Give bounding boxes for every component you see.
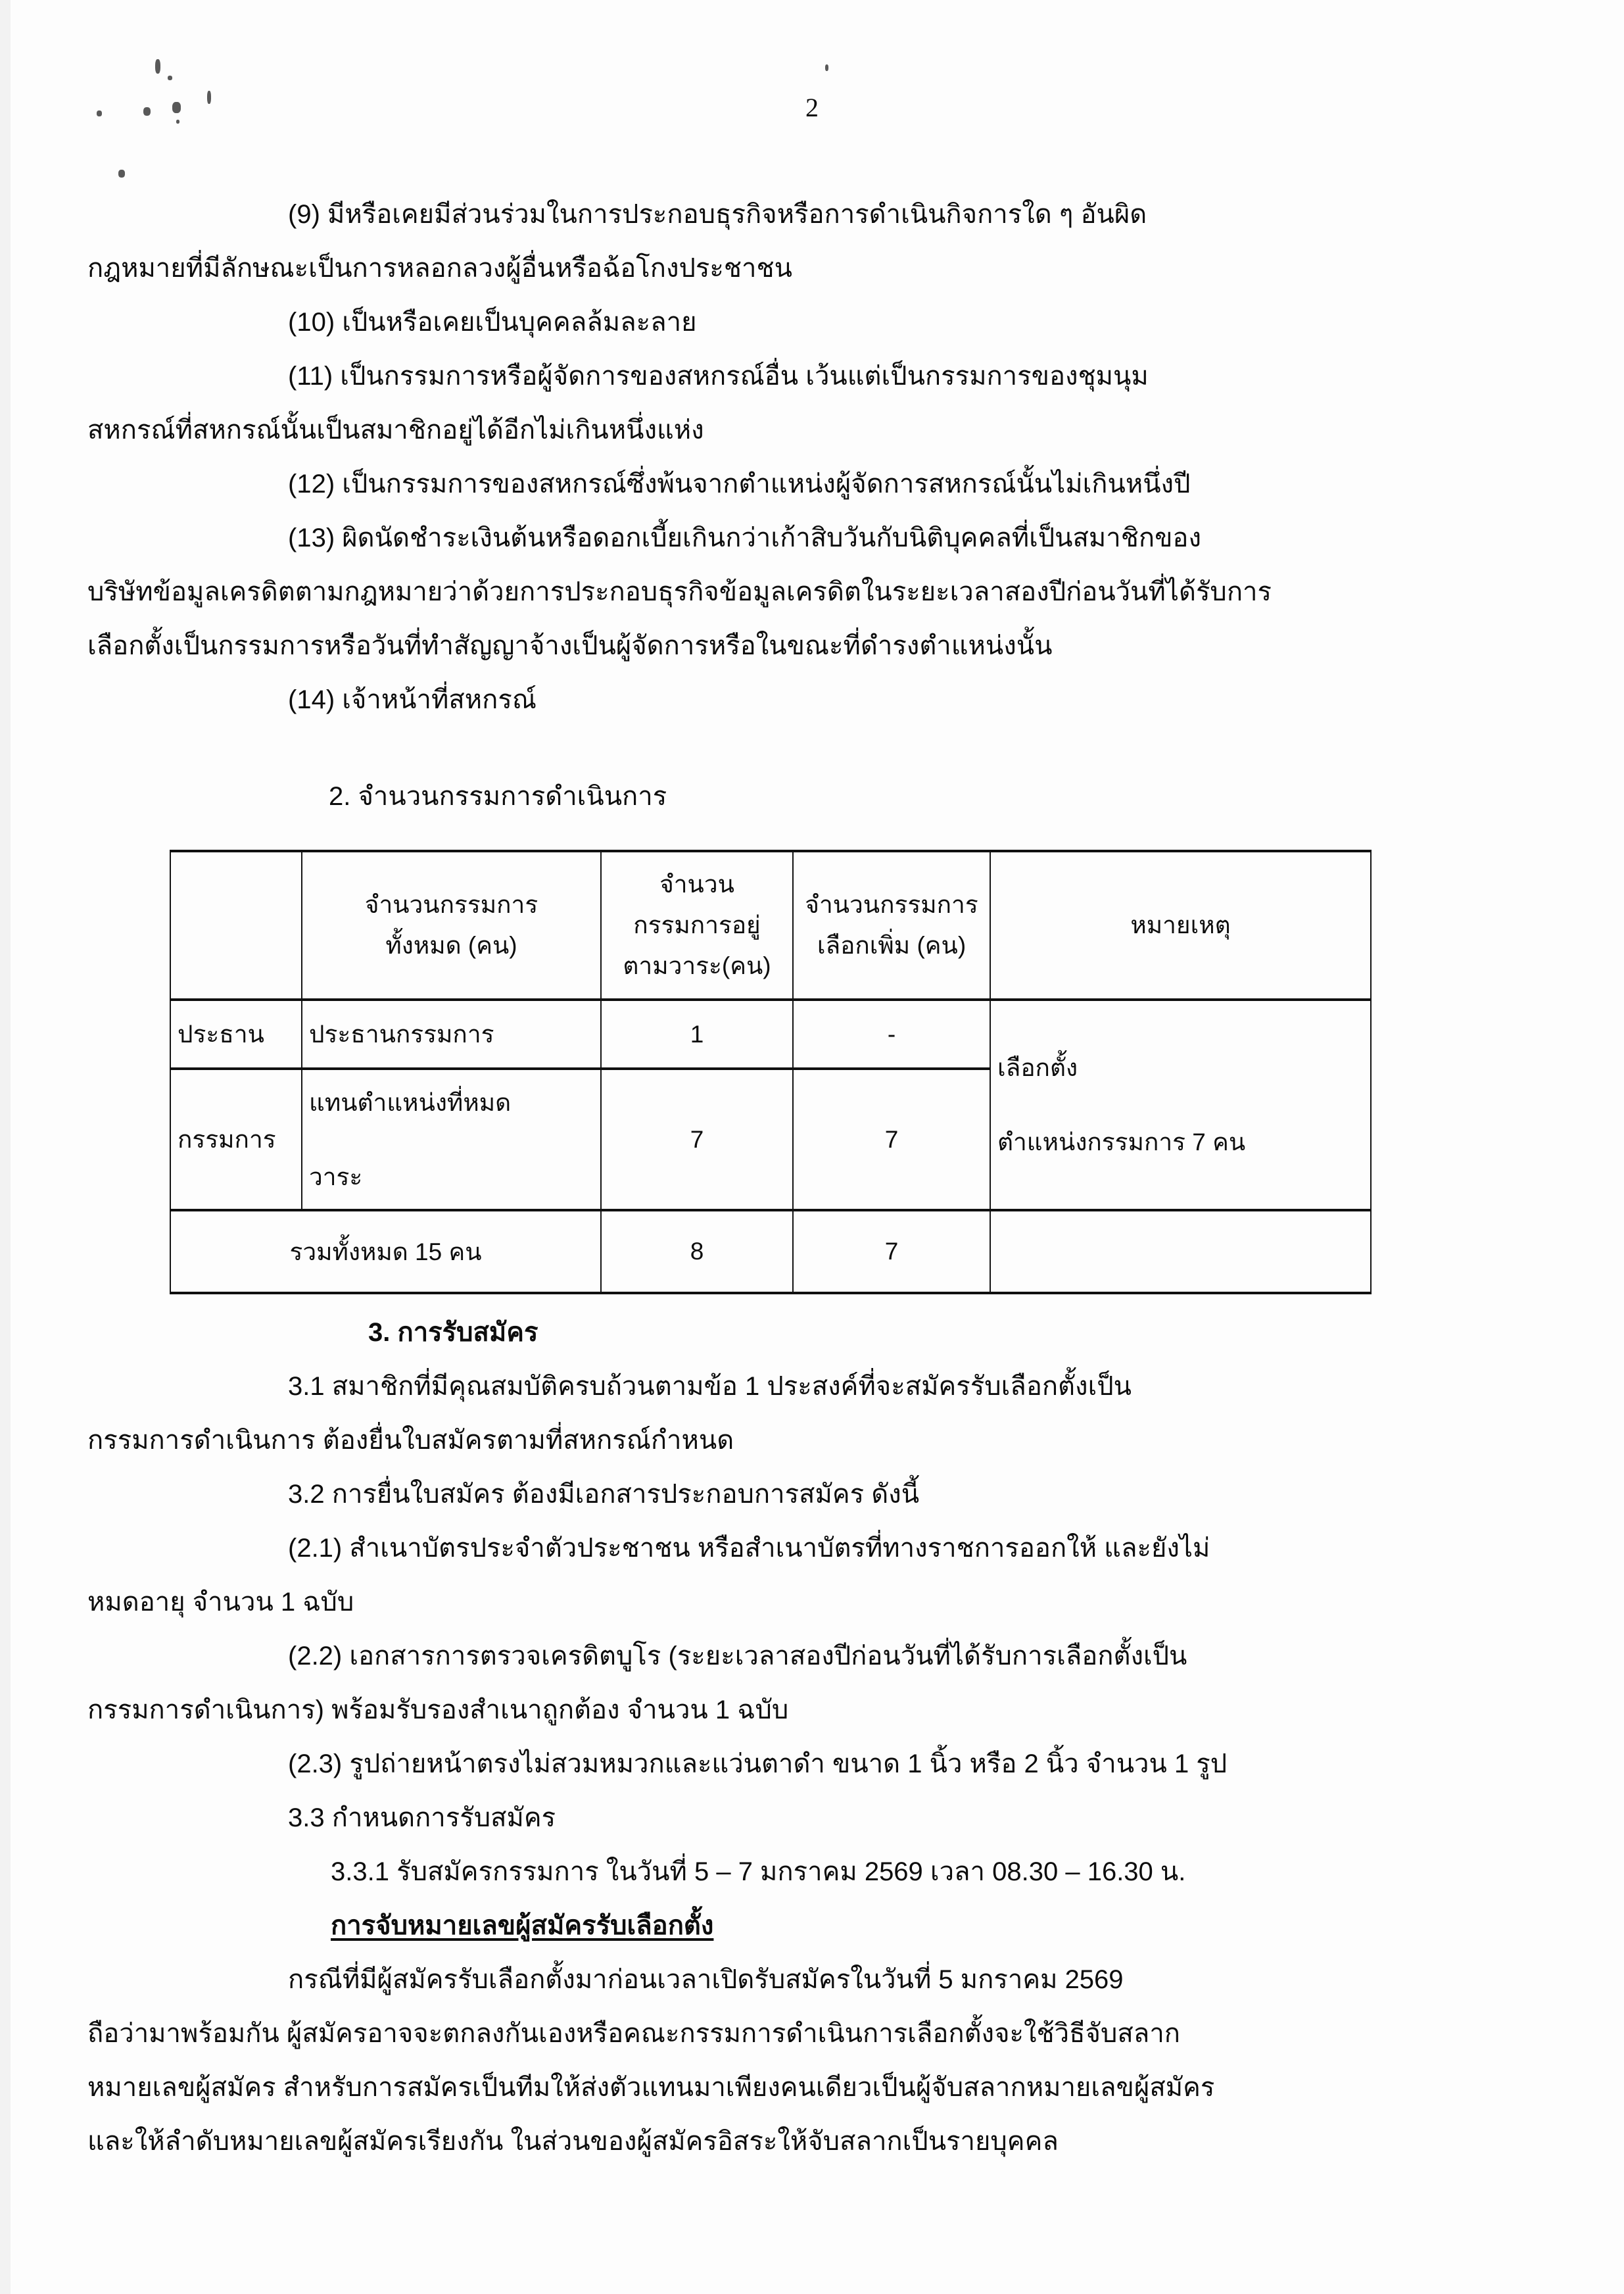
clause-13-line-1: (13) ผิดนัดชำระเงินต้นหรือดอกเบี้ยเกินกว่าเก้าสิบวันกับนิติบุคคลที่เป็นสมาชิกของ [288, 524, 1201, 552]
lottery-line-2: ถือว่ามาพร้อมกัน ผู้สมัครอาจจะตกลงกันเองหรือคณะกรรมการดำเนินการเลือกตั้งจะใช้วิธีจับสลาก [87, 2019, 1180, 2048]
item-2-2-line-1: (2.2) เอกสารการตรวจเครดิตบูโร (ระยะเวลาสองปีก่อนวันที่ได้รับการเลือกตั้งเป็น [288, 1642, 1187, 1671]
cell-additional-chairman: - [793, 1000, 990, 1069]
clause-9-line-1: (9) มีหรือเคยมีส่วนร่วมในการประกอบธุรกิจหรือการดำเนินกิจการใด ๆ อันผิด [288, 200, 1147, 229]
cell-additional-committee: 7 [793, 1069, 990, 1210]
note-line-2: ตำแหน่งกรรมการ 7 คน [997, 1129, 1246, 1156]
table-header-note: หมายเหตุ [990, 851, 1371, 1000]
page-number: 2 [805, 93, 819, 122]
scan-speck [168, 76, 172, 80]
clause-9-line-2: กฎหมายที่มีลักษณะเป็นการหลอกลวงผู้อื่นหรือฉ้อโกงประชาชน [87, 254, 792, 283]
header-line-3: ตามวาระ(คน) [623, 952, 771, 979]
cell-in-term-committee: 7 [601, 1069, 793, 1210]
cell-total-label: รวมทั้งหมด 15 คน [170, 1210, 601, 1293]
section-2-heading: 2. จำนวนกรรมการดำเนินการ [329, 782, 667, 811]
cell-position-chairman: ประธานกรรมการ [302, 1000, 601, 1069]
item-2-1-line-2: หมดอายุ จำนวน 1 ฉบับ [87, 1588, 354, 1617]
lottery-heading: การจับหมายเลขผู้สมัครรับเลือกตั้ง [331, 1911, 714, 1940]
section-3-items [87, 1359, 1379, 2168]
committee-count-table [170, 850, 1372, 1294]
clause-14-line-1: (14) เจ้าหน้าที่สหกรณ์ [288, 685, 537, 714]
item-2-1-line-1: (2.1) สำเนาบัตรประจำตัวประชาชน หรือสำเนาบัตรที่ทางราชการออกให้ และยังไม่ [288, 1534, 1210, 1563]
clause-list [87, 187, 1379, 727]
item-3-3-line-1: 3.3 กำหนดการรับสมัคร [288, 1803, 556, 1832]
position-line-2: วาระ [309, 1163, 363, 1190]
clause-10-line-1: (10) เป็นหรือเคยเป็นบุคคลล้มละลาย [288, 308, 697, 337]
item-3-2-line-1: 3.2 การยื่นใบสมัคร ต้องมีเอกสารประกอบการสมัคร ดังนี้ [288, 1480, 920, 1509]
clause-12-line-1: (12) เป็นกรรมการของสหกรณ์ซึ่งพ้นจากตำแหน่งผู้จัดการสหกรณ์นั้นไม่เกินหนึ่งปี [288, 470, 1191, 499]
scan-speck [825, 64, 828, 71]
header-line-1: จำนวน [659, 871, 734, 898]
clause-13-line-3: เลือกตั้งเป็นกรรมการหรือวันที่ทำสัญญาจ้างเป็นผู้จัดการหรือในขณะที่ดำรงตำแหน่งนั้น [87, 631, 1053, 660]
section-3-heading: 3. การรับสมัคร [368, 1318, 538, 1347]
item-3-3-1-line-1: 3.3.1 รับสมัครกรรมการ ในวันที่ 5 – 7 มกราคม 2569 เวลา 08.30 – 16.30 น. [331, 1857, 1186, 1886]
table-header-blank [170, 851, 302, 1000]
cell-role-chairman: ประธาน [170, 1000, 302, 1069]
cell-role-committee: กรรมการ [170, 1069, 302, 1210]
cell-note-merged [990, 1000, 1371, 1210]
section-2-heading-block [329, 769, 1499, 823]
section-3-heading-block [368, 1306, 1539, 1359]
table-row [170, 1000, 1371, 1069]
clause-11-line-2: สหกรณ์ที่สหกรณ์นั้นเป็นสมาชิกอยู่ได้อีกไม่เกินหนึ่งแห่ง [87, 416, 704, 445]
scan-speck [118, 170, 125, 178]
lottery-line-1: กรณีที่มีผู้สมัครรับเลือกตั้งมาก่อนเวลาเปิดรับสมัครในวันที่ 5 มกราคม 2569 [288, 1965, 1124, 1994]
item-3-1-line-1: 3.1 สมาชิกที่มีคุณสมบัติครบถ้วนตามข้อ 1 ประสงค์ที่จะสมัครรับเลือกตั้งเป็น [288, 1372, 1132, 1401]
header-line-2: ทั้งหมด (คน) [385, 932, 517, 959]
clause-11-line-1: (11) เป็นกรรมการหรือผู้จัดการของสหกรณ์อื่น เว้นแต่เป็นกรรมการของชุมนุม [288, 362, 1149, 391]
header-line-1: จำนวนกรรมการ [805, 891, 978, 918]
table-header-additional [793, 851, 990, 1000]
lottery-line-4: และให้ลำดับหมายเลขผู้สมัครเรียงกัน ในส่วนของผู้สมัครอิสระให้จับสลากเป็นรายบุคคล [87, 2127, 1059, 2156]
scan-speck [155, 59, 160, 74]
table-total-row [170, 1210, 1371, 1293]
table-header-in-term [601, 851, 793, 1000]
cell-total-additional: 7 [793, 1210, 990, 1293]
item-2-2-line-2: กรรมการดำเนินการ) พร้อมรับรองสำเนาถูกต้อง จำนวน 1 ฉบับ [87, 1696, 789, 1724]
header-line-1: จำนวนกรรมการ [364, 891, 538, 918]
item-3-1-line-2: กรรมการดำเนินการ ต้องยื่นใบสมัครตามที่สหกรณ์กำหนด [87, 1426, 734, 1455]
position-line-1: แทนตำแหน่งที่หมด [309, 1088, 512, 1116]
cell-total-in-term: 8 [601, 1210, 793, 1293]
header-line-2: เลือกเพิ่ม (คน) [817, 932, 967, 959]
cell-total-note [990, 1210, 1371, 1293]
note-line-1: เลือกตั้ง [997, 1054, 1078, 1081]
committee-count-table-wrapper [170, 850, 1370, 1294]
item-2-3-line-1: (2.3) รูปถ่ายหน้าตรงไม่สวมหมวกและแว่นตาดำ ขนาด 1 นิ้ว หรือ 2 นิ้ว จำนวน 1 รูป [288, 1749, 1228, 1778]
table-header-row [170, 851, 1371, 1000]
lottery-line-3: หมายเลขผู้สมัคร สำหรับการสมัครเป็นทีมให้ส่งตัวแทนมาเพียงคนเดียวเป็นผู้จับสลากหมายเลขผู้สมัคร [87, 2073, 1215, 2102]
cell-in-term-chairman: 1 [601, 1000, 793, 1069]
clause-13-line-2: บริษัทข้อมูลเครดิตตามกฎหมายว่าด้วยการประกอบธุรกิจข้อมูลเครดิตในระยะเวลาสองปีก่อนวันที่ได้รับการ [87, 577, 1272, 606]
header-line-2: กรรมการอยู่ [633, 912, 761, 939]
cell-position-committee [302, 1069, 601, 1210]
table-header-total-committee [302, 851, 601, 1000]
scan-edge-artifact [0, 0, 11, 2294]
